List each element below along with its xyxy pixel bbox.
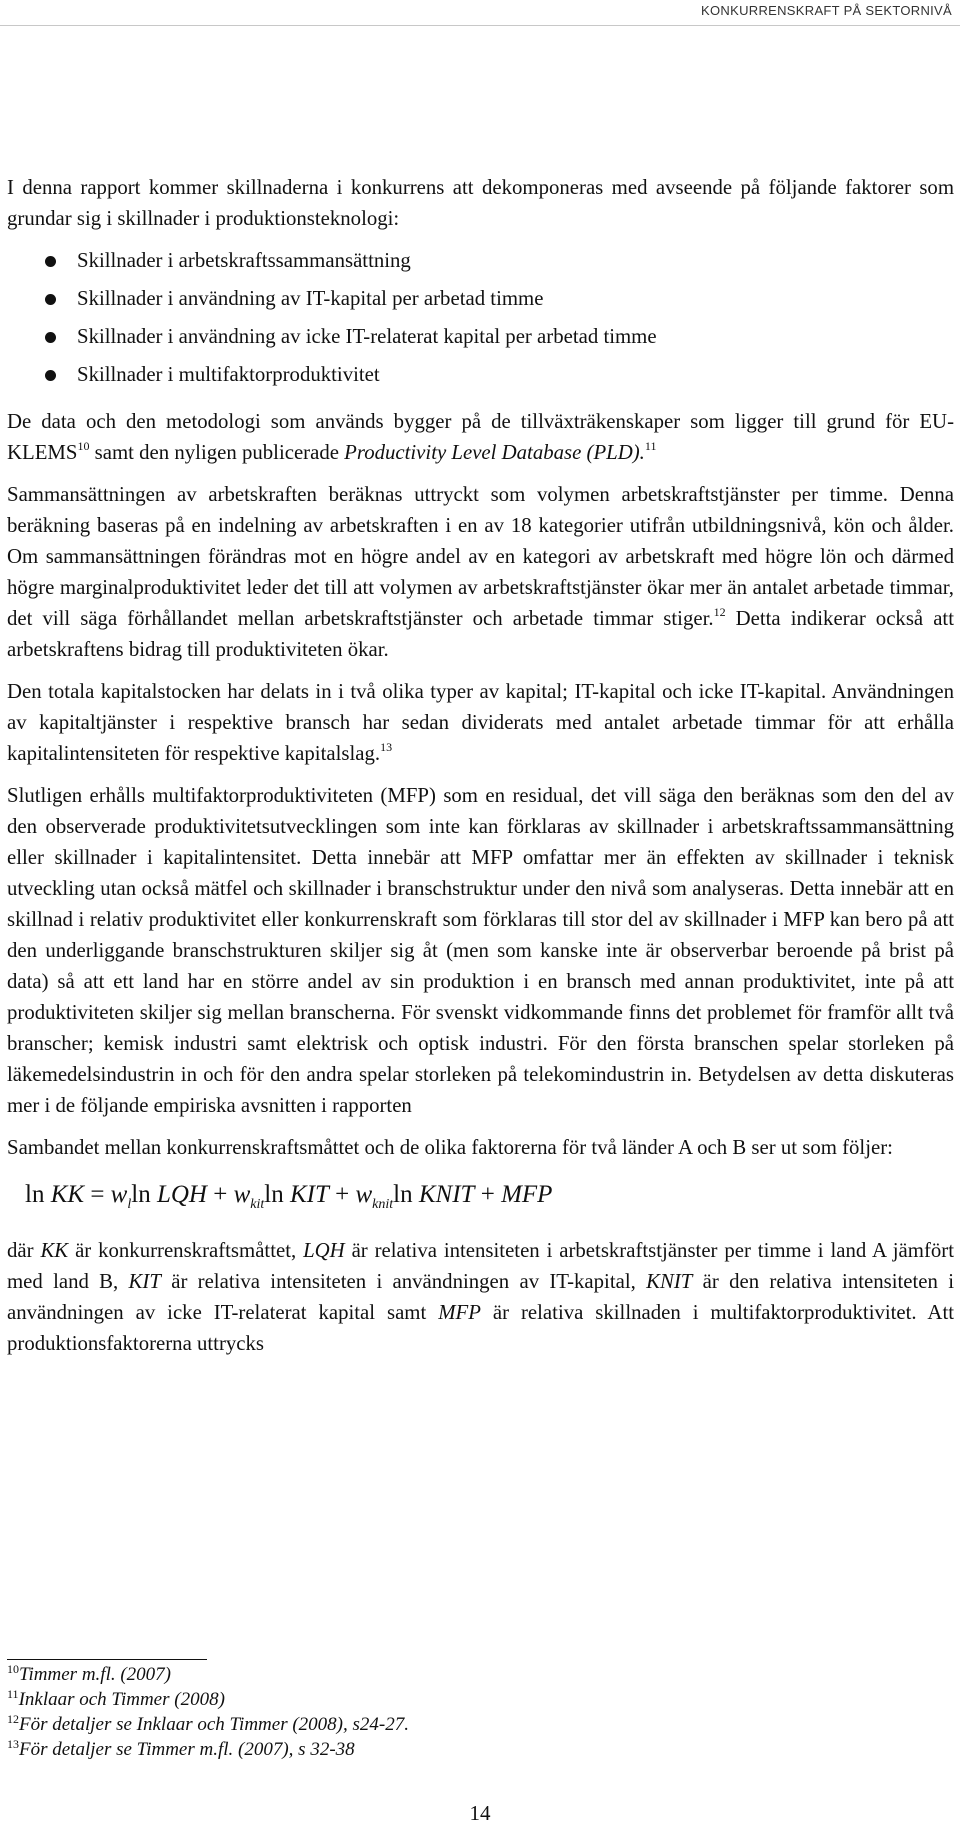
formula-term-mfp: MFP [501,1181,553,1208]
footnote-ref: 10 [77,439,90,453]
list-item [7,356,954,394]
footnote-ref: 12 [713,605,726,619]
list-item [7,242,954,280]
footnote-number: 10 [7,1662,19,1676]
footnote [7,1662,907,1687]
page-body [7,172,954,1359]
running-header [0,0,960,26]
footnote-text: Timmer m.fl. (2007) [19,1664,171,1685]
footnote-divider [7,1659,207,1660]
formula-ln: ln [264,1181,290,1208]
paragraph-text: samt den nyligen publicerade [89,441,345,464]
term-kk: KK [40,1239,69,1262]
list-item-text: Skillnader i användning av IT-kapital per arbetad timme [77,287,544,310]
factor-list [7,242,954,394]
formula-ln: ln [131,1181,157,1208]
paragraph-text: är konkurrenskraftsmåttet, [68,1239,304,1262]
paragraph-text: Sammansättningen av arbetskraften beräknas uttryckt som volymen arbetskraftstjänster per timme. Denna beräkning baseras på en indelning av arbetskraften i en av 18 kategorier utifrån utbildningsnivå, kön och ålder. Om sammansättningen förändras mot en högre andel av en kategori av arbetskraft med högre lön och därmed högre marginalproduktivitet leder det till att volymen av arbetskraftstjänster ökar mer än antalet arbetade timmar, det vill säga förhållandet mellan arbetskraftstjänster och arbetade timmar stiger. [7,483,954,630]
list-item-text: Skillnader i multifaktorproduktivitet [77,363,380,386]
formula-weight-subscript: l [127,1197,132,1212]
formula-plus: + [474,1181,502,1208]
data-methodology-paragraph [7,406,954,468]
formula-weight-subscript: kit [250,1197,265,1212]
formula-term-kk: KK [50,1181,85,1208]
footnote-ref: 11 [644,439,657,453]
footnote [7,1737,907,1762]
formula-plus: + [206,1181,234,1208]
bullet-icon [45,294,56,305]
term-knit: KNIT [646,1270,693,1293]
formula-term-lqh: LQH [156,1181,207,1208]
capital-paragraph [7,676,954,769]
list-item [7,280,954,318]
formula-term-knit: KNIT [418,1181,475,1208]
footnotes [7,1662,907,1762]
mfp-paragraph: Slutligen erhålls multifaktorproduktiviteten (MFP) som en residual, det vill säga den beräknas som den del av den observerade produktivitetsutvecklingen som inte kan förklaras av skillnader i arbetskraftssammansättning eller skillnader i kapitalintensitet. Detta innebär att MFP omfattar mer än effekten av skillnader i teknisk utveckling utan också mätfel och skillnader i branschstruktur under den nivå som analyseras. Detta innebär att en skillnad i relativ produktivitet eller konkurrenskraft som förklaras till stor del av skillnader i MFP kan bero på att den underliggande branschstrukturen skiljer sig åt (men som kanske inte är observerbar beroende på brist på data) så att ett land har en större andel av sin produktion i en bransch med annan produktivitet, inte på att produktiviteten skiljer sig mellan branscherna. För svenskt vidkommande finns det problemet för framför allt två branscher; kemisk industri samt elektrisk och optisk industri. För den första branschen spelar storleken på läkemedelsindustrin in och för den andra spelar storleken på telekomindustrin in. Betydelsen av detta diskuteras mer i de följande empiriska avsnitten i rapporten [7,784,954,1117]
formula-weight: w [355,1181,373,1208]
page-number: 14 [469,1801,491,1825]
footnote-number: 12 [7,1712,19,1726]
bullet-icon [45,332,56,343]
footnote-number: 13 [7,1737,19,1751]
labour-composition-paragraph [7,479,954,665]
paragraph-text: Detta indikerar också att arbetskraftens bidrag till produktiviteten ökar. [7,607,954,661]
bullet-icon [45,256,56,267]
database-title: Productivity Level Database (PLD). [344,441,645,464]
paragraph-text: är relativa intensiteten i användningen av IT-kapital, [160,1270,647,1293]
paragraph-text: De data och den metodologi som används bygger på de tillväxträkenskaper som ligger till grund för EU-KLEMS [7,410,954,464]
relation-paragraph: Sambandet mellan konkurrenskraftsmåttet och de olika faktorerna för två länder A och B ser ut som följer: [7,1136,893,1159]
intro-paragraph: I denna rapport kommer skillnaderna i konkurrens att dekomponeras med avseende på följande faktorer som grundar sig i skillnader i produktionsteknologi: [7,176,954,230]
formula-weight: w [110,1181,128,1208]
footnote [7,1712,907,1737]
formula-term-kit: KIT [289,1181,329,1208]
term-kit: KIT [128,1270,161,1293]
term-mfp: MFP [438,1301,481,1324]
paragraph-text: är relativa skillnaden i multifaktorproduktivitet. Att produktionsfaktorerna uttrycks [7,1301,955,1355]
footnote-text: För detaljer se Inklaar och Timmer (2008), s24-27. [19,1714,409,1735]
running-header-title: KONKURRENSKRAFT PÅ SEKTORNIVÅ [701,3,952,18]
formula-weight-subscript: knit [372,1197,394,1212]
formula-ln: ln [25,1181,51,1208]
formula-plus: + [328,1181,356,1208]
footnote-text: För detaljer se Timmer m.fl. (2007), s 32-38 [19,1739,355,1760]
paragraph-text: där [7,1239,41,1262]
definitions-paragraph [7,1235,954,1359]
list-item-text: Skillnader i arbetskraftssammansättning [77,249,411,272]
paragraph-text: är relativa intensiteten i arbetskraftstjänster per timme i land A jämfört med land B, [7,1239,954,1293]
list-item-text: Skillnader i användning av icke IT-relaterat kapital per arbetad timme [77,325,657,348]
term-lqh: LQH [303,1239,345,1262]
decomposition-formula [25,1175,954,1225]
footnote-ref: 13 [380,740,393,754]
paragraph-text: är den relativa intensiteten i användningen av icke IT-relaterat kapital samt [7,1270,954,1324]
formula-ln: ln [393,1181,419,1208]
formula-weight: w [233,1181,251,1208]
bullet-icon [45,370,56,381]
paragraph-text: Den totala kapitalstocken har delats in i två olika typer av kapital; IT-kapital och icke IT-kapital. Användningen av kapitaltjänster i respektive bransch har sedan dividerats med antalet arbetade timmar för att erhålla kapitalintensiteten för respektive kapitalslag. [7,680,954,765]
footnote [7,1687,907,1712]
list-item [7,318,954,356]
formula-equals: = [84,1181,111,1208]
footnote-text: Inklaar och Timmer (2008) [18,1689,225,1710]
footnote-number: 11 [7,1687,19,1701]
